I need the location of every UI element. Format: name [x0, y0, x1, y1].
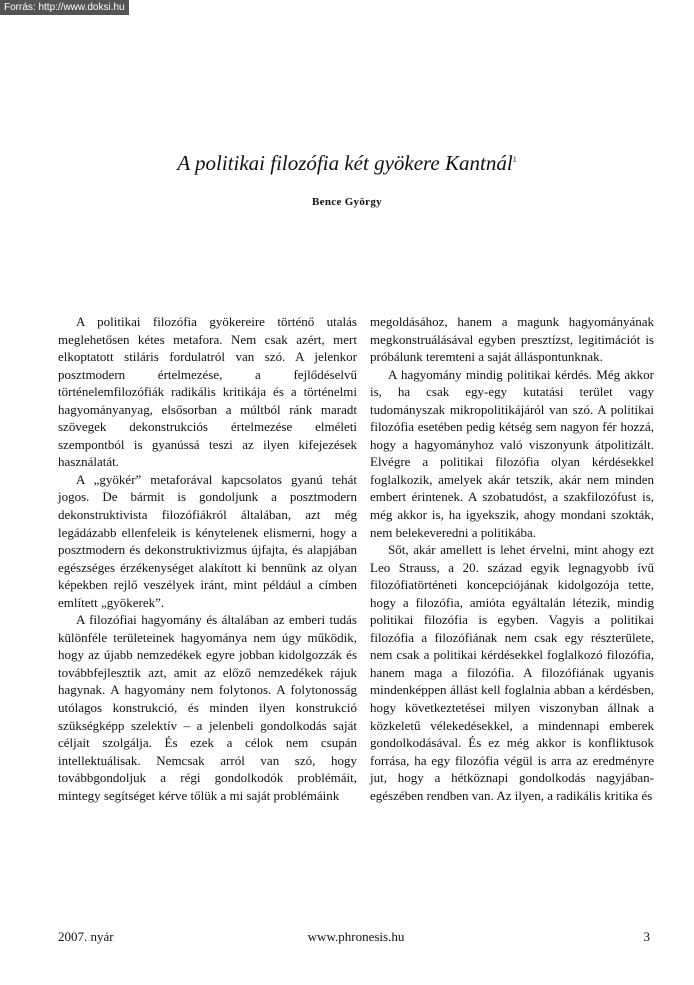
paragraph: A hagyomány mindig politikai kérdés. Még akkor is, ha csak egy-egy kutatási terület vagy tudományszak mikropolitikájáról van szó. A politikai filozófia esetében pedig kétség sem nagyon fér hozzá, hogy a hagyományhoz való viszonyunk átpolitizált. Elvégre a politikai filozófia olyan kérdésekkel foglalkozik, amelyek akár tetszik, akár nem minden embert érintenek. A szobatudóst, a szakfilozófust is, még akkor is, ha igyekszik, ahogy mondani szokták, nem belekeveredni a politikába.: [370, 366, 654, 540]
left-column: [58, 313, 357, 804]
source-label: Forrás: http://www.doksi.hu: [0, 0, 129, 15]
footer-issue: 2007. nyár: [58, 929, 114, 944]
author-name: Bence György: [312, 196, 382, 208]
page-footer: [58, 929, 654, 947]
paragraph: A filozófiai hagyomány és általában az emberi tudás különféle területeinek hagyománya nem úgy működik, hogy az újabb nemzedékek egyre jobban kidolgozzák és továbbfejlesztik azt, amit az előző nemzedékek rájuk hagynak. A hagyomány nem folytonos. A folytonosság utólagos konstrukció, és minden ilyen konstrukció szükségképp szelektív – a jelenbeli gondolkodás saját céljait szolgálja. És ezek a célok nem csupán intellektuálisak. Nemcsak arról van szó, hogy továbbgondoljuk a régi gondolkodók problémáit, mintegy segítséget kérve tőlük a mi saját problémáink: [58, 612, 357, 803]
footnote-mark: 1: [512, 155, 517, 164]
paragraph: A „gyökér” metaforával kapcsolatos gyanú tehát jogos. De bármit is gondoljunk a posztmodern dekonstruktivista filozófiákról általában, azt még legádázabb ellenfeleik is kénytelenek elismerni, hogy a posztmodern és dekonstruktivizmus újfajta, és alapjában egészséges érzékenységet alakított ki bennünk az olyan képekben rejlő veszélyek iránt, mint például a címben említett „gyökerek”.: [58, 471, 357, 610]
paragraph-continued: megoldásához, hanem a magunk hagyományának megkonstruálásával egyben presztízst, legitimációt is próbálunk teremteni a saját álláspontunknak.: [370, 314, 654, 365]
footer-website: www.phronesis.hu: [307, 929, 405, 944]
paragraph: A politikai filozófia gyökereire történő utalás meglehetősen kétes metafora. Nem csak azért, mert elkoptatott stiláris fordulatról van szó. A jelenkor posztmodern értelmezése, a fejlődéselvű történelemfilozófiák radikális kritikája és a történelmi hagyományanyag, elsősorban a múltból ránk maradt szövegek dekonstrukciós értelmezése elméleti szempontból is gyanússá teszi az ilyen kifejezések használatát.: [58, 314, 357, 470]
paragraph: Sőt, akár amellett is lehet érvelni, mint ahogy ezt Leo Strauss, a 20. század egyik legnagyobb ívű filozófiatörténeti koncepciójának kidolgozója tette, hogy a filozófia, amióta egyáltalán létezik, mindig politikai filozófia is egyben. Vagyis a politikai filozófia a filozófiának nem csak egy részterülete, nem csak a politikai kérdésekkel foglalkozó filozófia, hanem maga a filozófia. A filozófiának ugyanis mindenképpen állást kell foglalnia abban a kérdésben, hogy következtetései milyen viszonyban állnak a közkeletű vélekedésekkel, a mindennapi emberek gondolkodásával. És ez még akkor is konfliktusok forrása, ha egy filozófia végül is arra az eredményre jut, hogy a hétköznapi gondolkodás nagyjában-egészében rendben van. Az ilyen, a radikális kritika és: [370, 542, 654, 803]
article-title-text: A politikai filozófia két gyökere Kantnál: [177, 151, 513, 175]
right-column: [370, 313, 654, 804]
article-title: [120, 147, 574, 176]
footer-page-number: 3: [643, 929, 650, 944]
